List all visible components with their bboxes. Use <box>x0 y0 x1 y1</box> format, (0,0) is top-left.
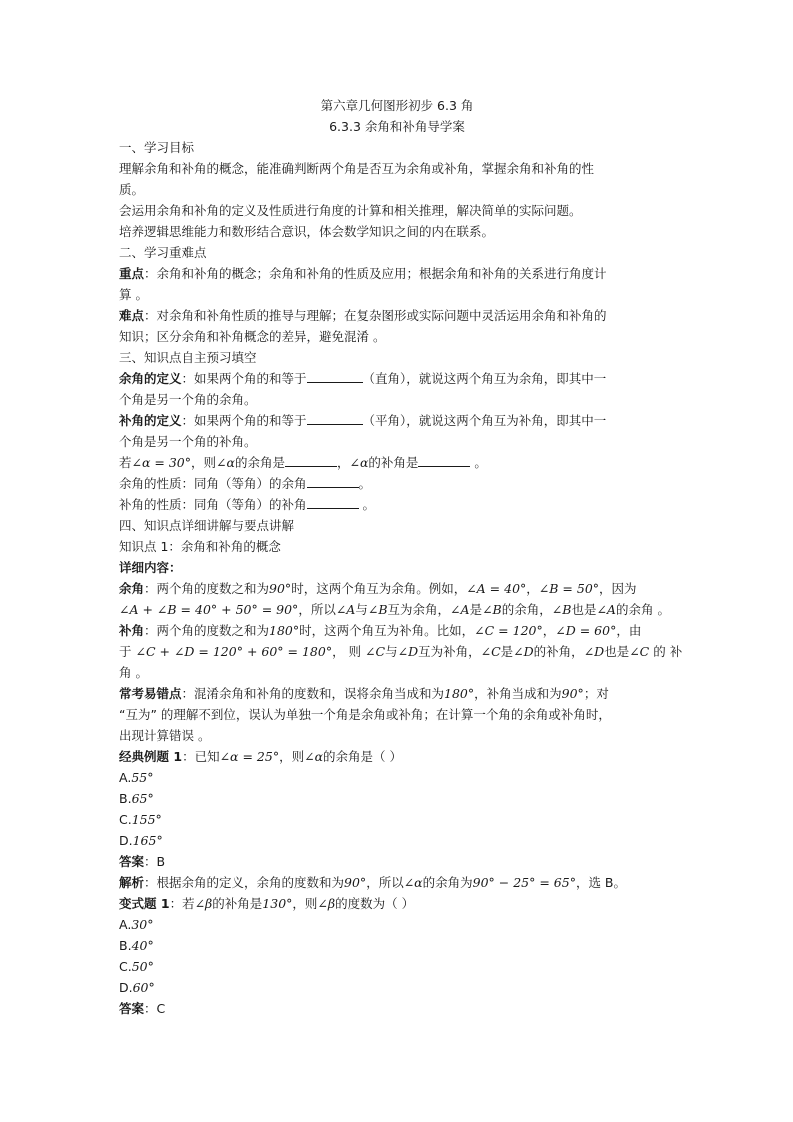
definition-text: （直角），就说这两个角互为余角，即其中一 <box>362 371 607 386</box>
fill-blank[interactable] <box>285 452 337 467</box>
complement-explanation-line-2 <box>119 599 675 620</box>
fill-blank[interactable] <box>418 452 470 467</box>
variant-question <box>119 893 675 914</box>
variant-answer <box>119 998 675 1019</box>
section-heading-preview: 三、知识点自主预习填空 <box>119 350 257 365</box>
explanation-text: ：两个角的度数之和为 <box>144 623 270 638</box>
example-option-d[interactable] <box>119 830 675 851</box>
supplement-definition-line-1 <box>119 410 675 431</box>
question-text: 若 <box>119 455 132 470</box>
question-text: 的补角是 <box>212 896 263 911</box>
variant-label: 变式题 1 <box>119 896 170 911</box>
question-text: ， <box>336 455 350 470</box>
option-value: 60° <box>132 980 155 995</box>
option-letter: D. <box>119 980 133 995</box>
explanation-text: ， <box>542 623 556 638</box>
question-text: 。 <box>470 455 487 470</box>
explanation-text: 于 <box>119 644 136 659</box>
math-expression: ∠A = 40° <box>466 581 527 596</box>
preview-question-2 <box>119 473 675 494</box>
common-errors-label: 常考易错点 <box>119 686 182 701</box>
math-expression: 90° <box>344 875 367 890</box>
math-expression: ∠A <box>335 602 356 617</box>
math-expression: ∠C <box>629 644 650 659</box>
explanation-text: 的 补 <box>649 644 683 659</box>
explanation-text: ，因为 <box>599 581 637 596</box>
question-text: ，则 <box>292 896 318 911</box>
complement-label: 余角 <box>119 581 145 596</box>
option-letter: B. <box>119 791 132 806</box>
math-expression: ∠A <box>596 602 616 617</box>
math-expression: ∠β <box>194 896 213 911</box>
supplement-definition-line-2: 个角是另一个角的补角。 <box>119 434 257 449</box>
complement-explanation-line-1 <box>119 578 675 599</box>
math-expression: 90° <box>269 581 292 596</box>
objective-2: 会运用余角和补角的定义及性质进行角度的计算和相关推理，解决简单的实际问题。 <box>119 203 582 218</box>
math-expression: ∠A + ∠B = 40° + 50° = 90° <box>119 602 299 617</box>
explanation-text: 的补角， <box>533 644 584 659</box>
explanation-text: ；对 <box>583 686 609 701</box>
explanation-text: ：两个角的度数之和为 <box>144 581 270 596</box>
difficulty-line-1 <box>119 305 675 326</box>
variant-option-d[interactable] <box>119 977 675 998</box>
question-text: ：若 <box>169 896 195 911</box>
complement-definition-line-1 <box>119 368 675 389</box>
definition-text: ：如果两个角的和等于 <box>181 413 307 428</box>
example-option-b[interactable] <box>119 788 675 809</box>
fill-blank[interactable] <box>307 368 363 383</box>
math-expression: 90° − 25° = 65° <box>472 875 576 890</box>
example-question <box>119 746 675 767</box>
example-option-c[interactable] <box>119 809 675 830</box>
analysis-text: ，选 B。 <box>575 875 627 890</box>
math-expression: ∠D <box>513 644 534 659</box>
math-expression: ∠C = 120° <box>474 623 543 638</box>
objective-3: 培养逻辑思维能力和数形结合意识，体会数学知识之间的内在联系。 <box>119 224 495 239</box>
definition-text: （平角），就说这两个角互为补角，即其中一 <box>362 413 607 428</box>
detail-label: 详细内容： <box>119 560 182 575</box>
explanation-text: ：混淆余角和补角的度数和，误将余角当成和为 <box>181 686 445 701</box>
math-expression: ∠β <box>317 896 336 911</box>
option-letter: A. <box>119 917 132 932</box>
analysis-text: 的余角为 <box>422 875 473 890</box>
explanation-text: 互为余角， <box>387 602 451 617</box>
supplement-definition-label: 补角的定义 <box>119 413 182 428</box>
complement-definition-line-2: 个角是另一个角的余角。 <box>119 392 257 407</box>
fill-blank[interactable] <box>307 473 359 488</box>
math-expression: ∠α <box>216 455 235 470</box>
explanation-text: 是 <box>469 602 483 617</box>
option-value: 55° <box>131 770 154 785</box>
example-label: 经典例题 1 <box>119 749 183 764</box>
question-text: 补角的性质：同角（等角）的补角 <box>119 497 307 512</box>
math-expression: ∠B <box>367 602 388 617</box>
explanation-text: 时，这两个角互为余角。例如， <box>291 581 467 596</box>
question-text: 的余角是 <box>234 455 285 470</box>
math-expression: ∠α <box>304 749 324 764</box>
doc-subtitle: 6.3.3 余角和补角导学案 <box>329 119 465 134</box>
objective-1-line-2: 质。 <box>119 182 145 197</box>
section-heading-explanation: 四、知识点详细讲解与要点讲解 <box>119 518 295 533</box>
supplement-explanation-line-3: 角 。 <box>119 665 148 680</box>
option-letter: D. <box>119 833 133 848</box>
math-expression: ∠D = 60° <box>555 623 617 638</box>
question-text: 余角的性质：同角（等角）的余角 <box>119 476 307 491</box>
explanation-text: 也是 <box>604 644 630 659</box>
key-point-label: 重点 <box>119 266 145 281</box>
difficulty-text: ：对余角和补角性质的推导与理解；在复杂图形或实际问题中灵活运用余角和补角的 <box>144 308 607 323</box>
variant-option-c[interactable] <box>119 956 675 977</box>
option-letter: A. <box>119 770 132 785</box>
objective-1-line-1: 理解余角和补角的概念，能准确判断两个角是否互为余角或补角，掌握余角和补角的性 <box>119 161 595 176</box>
difficulty-label: 难点 <box>119 308 145 323</box>
math-expression: ∠B <box>551 602 572 617</box>
fill-blank[interactable] <box>307 410 363 425</box>
answer-text: ：C <box>144 1001 166 1016</box>
math-expression: ∠α <box>403 875 423 890</box>
explanation-text: 与 <box>385 644 398 659</box>
explanation-text: 与 <box>355 602 368 617</box>
complement-definition-label: 余角的定义 <box>119 371 182 386</box>
question-text: ，则 <box>191 455 217 470</box>
explanation-text: ，补角当成和为 <box>474 686 562 701</box>
explanation-text: ， 则 <box>332 644 366 659</box>
key-point-line-2: 算 。 <box>119 287 148 302</box>
math-expression: ∠α <box>349 455 369 470</box>
math-expression: 90° <box>561 686 584 701</box>
fill-blank[interactable] <box>307 494 359 509</box>
definition-text: ：如果两个角的和等于 <box>181 371 307 386</box>
option-letter: B. <box>119 938 132 953</box>
example-answer <box>119 851 675 872</box>
explanation-text: 时，这两个角互为补角。比如， <box>299 623 475 638</box>
doc-title: 第六章几何图形初步 6.3 角 <box>320 98 474 113</box>
math-expression: 180° <box>269 623 300 638</box>
question-text: 。 <box>358 476 372 491</box>
math-expression: ∠D <box>397 644 419 659</box>
preview-question-3 <box>119 494 675 515</box>
variant-option-b[interactable] <box>119 935 675 956</box>
math-expression: ∠C + ∠D = 120° + 60° = 180° <box>135 644 333 659</box>
key-point-text: ：余角和补角的概念；余角和补角的性质及应用；根据余角和补角的关系进行角度计 <box>144 266 607 281</box>
question-text: ：已知 <box>182 749 220 764</box>
explanation-text: 的余角 。 <box>615 602 670 617</box>
question-text: 的余角是（ ） <box>323 749 402 764</box>
option-value: 165° <box>132 833 163 848</box>
math-expression: ∠C <box>365 644 386 659</box>
math-expression: 180° <box>444 686 475 701</box>
math-expression: ∠B <box>482 602 502 617</box>
math-expression: ∠C <box>480 644 501 659</box>
answer-label: 答案 <box>119 854 145 869</box>
math-expression: 130° <box>262 896 293 911</box>
explanation-text: ，所以 <box>298 602 336 617</box>
supplement-label: 补角 <box>119 623 145 638</box>
option-letter: C. <box>119 959 132 974</box>
option-value: 155° <box>131 812 162 827</box>
math-expression: ∠α = 30° <box>131 455 192 470</box>
option-value: 65° <box>131 791 154 806</box>
question-text: 的度数为（ ） <box>335 896 415 911</box>
key-point-line-1 <box>119 263 675 284</box>
math-expression: ∠α = 25° <box>219 749 280 764</box>
explanation-text: 也是 <box>571 602 597 617</box>
explanation-text: 是 <box>500 644 514 659</box>
option-letter: C. <box>119 812 132 827</box>
common-errors-line-2: “互为” 的理解不到位，误认为单独一个角是余角或补角；在计算一个角的余角或补角时， <box>119 707 611 722</box>
example-analysis <box>119 872 675 893</box>
example-option-a[interactable] <box>119 767 675 788</box>
answer-label: 答案 <box>119 1001 145 1016</box>
supplement-explanation-line-2 <box>119 641 683 662</box>
explanation-text: ， <box>526 581 539 596</box>
question-text: 的补角是 <box>368 455 419 470</box>
common-errors-line-3: 出现计算错误 。 <box>119 728 211 743</box>
analysis-text: ：根据余角的定义，余角的度数和为 <box>144 875 345 890</box>
option-value: 40° <box>131 938 154 953</box>
question-text: ，则 <box>279 749 305 764</box>
option-value: 30° <box>131 917 154 932</box>
section-heading-objectives: 一、学习目标 <box>119 140 195 155</box>
knowledge-point-title: 知识点 1：余角和补角的概念 <box>119 539 281 554</box>
analysis-text: ，所以 <box>366 875 404 890</box>
document-body <box>119 95 683 1019</box>
difficulty-line-2: 知识；区分余角和补角概念的差异，避免混淆 。 <box>119 329 386 344</box>
math-expression: ∠B = 50° <box>538 581 600 596</box>
explanation-text: 的余角， <box>501 602 552 617</box>
explanation-text: ，由 <box>616 623 642 638</box>
analysis-label: 解析 <box>119 875 145 890</box>
variant-option-a[interactable] <box>119 914 675 935</box>
common-errors-line-1 <box>119 683 675 704</box>
explanation-text: 互为补角， <box>418 644 481 659</box>
option-value: 50° <box>131 959 154 974</box>
section-heading-key-points: 二、学习重难点 <box>119 245 207 260</box>
math-expression: ∠A <box>450 602 470 617</box>
question-text: 。 <box>358 497 375 512</box>
answer-text: ：B <box>144 854 166 869</box>
preview-question-1 <box>119 452 675 473</box>
supplement-explanation-line-1 <box>119 620 675 641</box>
math-expression: ∠D <box>583 644 605 659</box>
